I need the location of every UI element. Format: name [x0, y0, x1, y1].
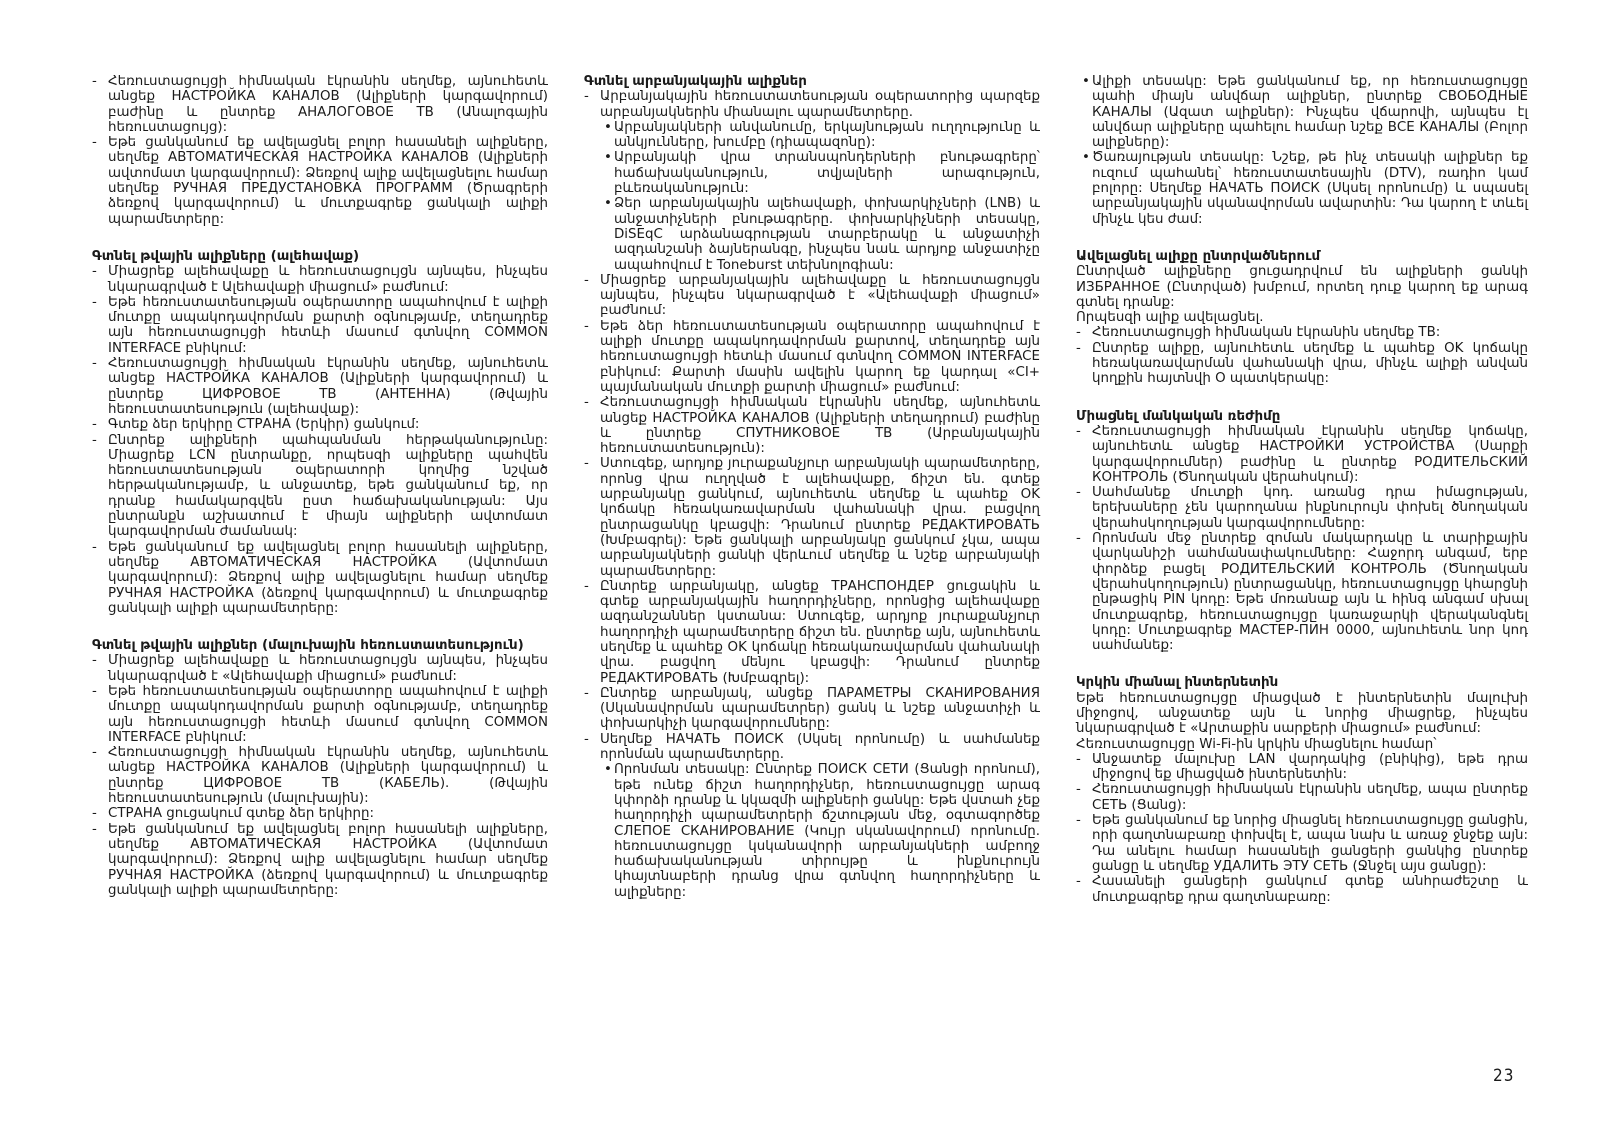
instruction-list	[1076, 752, 1528, 905]
list-item	[92, 540, 548, 616]
list-item-text: Ընտրեք արբանյակը, անցեք ТРАНСПОНДЕР ցուցակին և գտեք արբանյակային հաղորդիչները, որոնցից ալեհավաքը ազդանշաններ կստանա: Ստուգեք, արդյոք յուրաքանչյուր հաղորդիչի պարամետրերը ճիշտ են. ընտրեք այն, այնուհետև սեղմեք և պահեք OK կոճակը հեռակառավարման վահանակի վրա. բացվող մենյու կբացվի: Դրանում ընտրեք РЕДАКТИРОВАТЬ (Խմբագրել):	[600, 578, 1040, 686]
section	[1076, 74, 1528, 227]
list-item	[584, 319, 1040, 395]
column-left	[92, 74, 548, 920]
list-item-text: Հասանելի ցանցերի ցանկում գտեք անհրաժեշտը և մուտքագրեք դրա գաղտնաբառը:	[1092, 874, 1528, 905]
list-item	[1076, 531, 1528, 653]
list-item	[92, 806, 548, 821]
list-item	[1076, 424, 1528, 485]
list-item	[92, 653, 548, 684]
list-item-text: Միացրեք արբանյակային ալեհավաքը և հեռուստացույցն այնպես, ինչպես նկարագրված է «Ալեհավաքի միացում» բաժնում:	[600, 272, 1040, 319]
instruction-list	[92, 264, 548, 616]
list-item	[92, 417, 548, 432]
section-heading: Ավելացնել ալիքը ընտրվածներում	[1076, 248, 1321, 264]
instruction-list	[584, 89, 1040, 900]
list-item-text: Արբանյակային հեռուստատեսության օպերատորից պարզեք արբանյակներին միանալու պարամետրերը.	[600, 89, 1040, 120]
section-heading: Գտնել թվային ալիքները (ալեհավաք)	[92, 248, 360, 264]
page-number: 23	[1493, 1066, 1515, 1086]
list-item	[1076, 874, 1528, 905]
section	[92, 249, 548, 616]
column-middle	[584, 74, 1040, 922]
list-item	[1076, 485, 1528, 531]
list-item	[92, 356, 548, 417]
section-intro: Ընտրված ալիքները ցուցադրվում են ալիքների ցանկի ИЗБРАННОЕ (Ընտրված) խմբում, որտեղ դուք կարող եք արագ գտնել դրանք: Որպեսզի ալիք ավելացնել.	[1076, 264, 1528, 326]
bullet-item: • Ծառայության տեսակը: Նշեք, թե ինչ տեսակի ալիքներ եք ուզում պահանել՝ հեռուստատեսային (DTV), ռադիո կամ բոլորը: Սեղմեք НАЧАТЬ ПОИСК (Սկսել որոնումը) և սպասել արբանյակային սկանավորման ավարտին: Դա կարող է տևել մինչև կես ժամ:	[1076, 150, 1528, 226]
list-item-text: Եթե ցանկանում եք ավելացնել բոլոր հասանելի ալիքները, սեղմեք АВТОМАТИЧЕСКАЯ НАСТРОЙКА (Ավտոմատ կարգավորում): Ձեռքով ալիք ավելացնելու համար սեղմեք РУЧНАЯ НАСТРОЙКА (ձեռքով կարգավորում) և մուտքագրեք ցանկալի ալիքի պարամետրերը:	[108, 539, 548, 616]
section-intro: Եթե հեռուստացույցը միացված է ինտերնետին մալուխի միջոցով, անջատեք այն և նորից միացրեք, ինչպես նկարագրված է «Արտաքին սարքերի միացում» բաժնում: Հեռուստացույցը Wi-Fi-ին կրկին միացնելու համար՝	[1076, 690, 1528, 752]
list-item	[584, 89, 1040, 273]
list-item-text: СТРАНА ցուցակում գտեք ձեր երկիրը:	[108, 806, 375, 822]
list-item-text: Հեռուստացույցի հիմնական էկրանին սեղմեք, ապա ընտրեք СЕТЬ (Ցանց):	[1092, 782, 1528, 813]
list-item	[1076, 813, 1528, 874]
list-item-text: Հեռուստացույցի հիմնական էկրանին սեղմեք, այնուհետև անցեք НАСТРОЙКА КАНАЛОВ (Ալիքների կարգավորում) բաժինը և ընտրեք АНАЛОГОВОЕ ТВ (Անալոգային հեռուստացույց):	[108, 74, 548, 135]
list-item	[584, 395, 1040, 456]
list-item	[584, 686, 1040, 732]
bullet-item: • Որոնման տեսակը: Ընտրեք ПОИСК СЕТИ (Ցանցի որոնում), եթե ունեք ճիշտ հաղորդիչներ, հեռուստացույցը արագ կփորձի դրանք և կկազմի ալիքների ցանկը: Եթե վստահ չեք հաղորդիչի պարամետրերի ճշտության մեջ, օգտագործեք СЛЕПОЕ СКАНИРОВАНИЕ (Կույր սկանավորում) որոնումը. հեռուստացույցը կսկանավորի արբանյակների ամբողջ հաճախականության տիրույթը և ինքնուրույն կհայտնաբերի դրանց վրա գտնվող հաղորդիչները և ալիքները:	[598, 762, 1040, 900]
section	[1076, 675, 1528, 904]
list-item-text: Եթե ձեր հեռուստատեսության օպերատորը ապահովում է ալիքի մուտքը ապակոդավորման քարտով, տեղադրեք այն հեռուստացույցի հետևի մասում գտնվող COMMON INTERFACE բնիկում: Քարտի մասին ավելին կարող եք կարդալ «CI+ պայմանական մուտքի քարտի միացում» բաժնում:	[600, 318, 1040, 395]
list-item-text: Հեռուստացույցի հիմնական էկրանին սեղմեք, այնուհետև անցեք НАСТРОЙКА КАНАЛОВ (Ալիքների տեղադրում) բաժինը և ընտրեք СПУТНИКОВОЕ ТВ (Արբանյակային հեռուստատեսություն):	[600, 395, 1040, 457]
list-item	[92, 684, 548, 745]
list-item-text: Միացրեք ալեհավաքը և հեռուստացույցն այնպես, ինչպես նկարագրված է «Ալեհավաքի միացում» բաժնում:	[108, 653, 548, 684]
section	[92, 74, 548, 227]
list-item-text: Հեռուստացույցի հիմնական էկրանին սեղմեք, այնուհետև անցեք НАСТРОЙКА КАНАЛОВ (Ալիքների կարգավորում) և ընտրեք ЦИФРОВОЕ ТВ (АНТЕННА) (Թվային հեռուստատեսություն (ալեհավաք):	[108, 356, 548, 417]
list-item-text: Եթե հեռուստատեսության օպերատորը ապահովում է ալիքի մուտքը ապակոդավորման քարտի օգնությամբ, տեղադրեք այն հեռուստացույցի հետևի մասում գտնվող COMMON INTERFACE բնիկում:	[108, 683, 548, 745]
list-item	[584, 579, 1040, 686]
instruction-list	[1076, 424, 1528, 653]
section	[1076, 409, 1528, 654]
list-item	[1076, 341, 1528, 387]
list-item-text: Ընտրեք ալիքը, այնուհետև սեղմեք և պահեք OK կոճակը հեռակառավարման վահանակի վրա, մինչև ալիքի անվան կողքին հայտնվի O պատկերակը:	[1092, 340, 1528, 387]
section-heading: Կրկին միանալ ինտերնետին	[1076, 675, 1279, 691]
list-item-text: Եթե հեռուստատեսության օպերատորը ապահովում է ալիքի մուտքը ապակոդավորման քարտի օգնությամբ, տեղադրեք այն հեռուստացույցի հետևի մասում գտնվող COMMON INTERFACE բնիկում:	[108, 294, 548, 356]
list-item	[92, 433, 548, 540]
list-item	[1076, 782, 1528, 813]
list-item	[584, 273, 1040, 319]
section	[584, 74, 1040, 900]
bullet-item: • Ձեր արբանյակային ալեհավաքի, փոխարկիչների (LNB) և անջատիչների բնութագրերը. փոխարկիչների տեսակը, DiSEqC արձանագրության տարբերակը և անջատիչի ազդանշանի ձայներանգը, ինչպես նաև արդյոք անջատիչը ապահովում է Toneburst տեխնոլոգիան:	[598, 196, 1040, 272]
list-item-text: Հեռուստացույցի հիմնական էկրանին սեղմեք, այնուհետև անցեք НАСТРОЙКА КАНАЛОВ (Ալիքների կարգավորում) և ընտրեք ЦИФРОВОЕ ТВ (КАБЕЛЬ). (Թվային հեռուստատեսություն (մալուխային):	[108, 745, 548, 807]
list-item-text: Եթե ցանկանում եք ավելացնել բոլոր հասանելի ալիքները, սեղմեք АВТОМАТИЧЕСКАЯ НАСТРОЙКА КАНАЛОВ (Ալիքների ավտոմատ կարգավորում): Ձեռքով ալիք ավելացնելու համար սեղմեք РУЧНАЯ ПРЕДУСТАНОВКА ПРОГРАММ (Ծրագրերի ձեռքով կարգավորում) և մուտքագրեք ցանկալի ալիքի պարամետրերը:	[108, 135, 548, 227]
bullet-item: • Արբանյակների անվանումը, երկայնության ուղղությունը և անկյունները, խումբը (դիապազոնը):	[598, 120, 1040, 151]
list-item	[92, 745, 548, 806]
list-item-text: Անջատեք մալուխը LAN վարդակից (բնիկից), եթե դրա միջոցով եք միացված ինտերնետին:	[1092, 751, 1528, 783]
list-item-text: Ընտրեք արբանյակ, անցեք ПАРАМЕТРЫ СКАНИРОВАНИЯ (Սկանավորման պարամետրեր) ցանկ և նշեք անջատիչի և փոխարկիչի կարգավորումները:	[600, 685, 1040, 732]
list-item-text: Միացրեք ալեհավաքը և հեռուստացույցն այնպես, ինչպես նկարագրված է Ալեհավաքի միացում» բաժնում:	[108, 264, 548, 295]
list-item	[92, 822, 548, 898]
column-right	[1076, 74, 1528, 927]
instruction-list	[92, 653, 548, 898]
list-item-text: Գտեք ձեր երկիրը СТРАНА (Երկիր) ցանկում:	[108, 417, 420, 433]
list-item	[584, 456, 1040, 578]
section-heading: Գտնել արբանյակային ալիքներ	[584, 74, 807, 89]
bullet-list	[598, 762, 1040, 900]
section-heading: Միացնել մանկական ռեժիմը	[1076, 408, 1281, 424]
list-item	[92, 135, 548, 227]
list-item	[92, 74, 548, 135]
bullet-item: • Արբանյակի վրա տրանսպոնդերների բնութագրերը՝ հաճախականություն, տվյալների արագություն, բևեռականություն:	[598, 150, 1040, 196]
bullet-list	[598, 120, 1040, 273]
list-item-text: Որոնման մեջ ընտրեք զոման մակարդակը և տարիքային վարկանիշի սահմանափակումները: Հաջորդ անգամ, երբ փորձեք բացել РОДИТЕЛЬСКИЙ КОНТРОЛЬ (Ծնողական վերահսկողություն) ընտրացանկը, հեռուստացույցը կհարցնի ընթացիկ PIN կոդը: Եթե մոռանաք այն և հինգ անգամ սխալ մուտքագրեք, հեռուստացույցը կառաջարկի վերականգնել կոդը: Մուտքագրեք МАСТЕР-ПИН 0000, այնուհետև նոր կոդ սահմանեք:	[1092, 531, 1528, 654]
list-item	[92, 295, 548, 356]
list-item-text: Ստուգեք, արդյոք յուրաքանչյուր արբանյակի պարամետրերը, որոնց վրա ուղղված է ալեհավաքը, ճիշտ են. գտեք արբանյակը ցանկում, այնուհետև սեղմեք և պահեք OK կոճակը հեռակառավարման վահանակի վրա. բացվող ընտրացանկը կբացվի: Դրանում ընտրեք РЕДАКТИРОВАТЬ (Խմբագրել): Եթե ցանկալի արբանյակը ցանկում չկա, ապա արբանյակների ցանկի վերևում սեղմեք և նշեք արբանյակի պարամետրերը:	[600, 456, 1040, 579]
list-item	[584, 732, 1040, 900]
list-item-text: Եթե ցանկանում եք ավելացնել բոլոր հասանելի ալիքները, սեղմեք АВТОМАТИЧЕСКАЯ НАСТРОЙКА (Ավտոմատ կարգավորում): Ձեռքով ալիք ավելացնելու համար սեղմեք РУЧНАЯ НАСТРОЙКА (ձեռքով կարգավորում) և մուտքագրեք ցանկալի ալիքի պարամետրերը:	[108, 821, 548, 898]
list-item	[1076, 752, 1528, 783]
list-item-text: Ընտրեք ալիքների պահպանման հերթականությունը: Միացրեք LCN ընտրանքը, որպեսզի ալիքները պահվեն հեռուստատեսության օպերատորի կողմից նշված հերթականությամբ, և անջատեք, եթե ցանկանում եք, որ դրանք համակարգվեն ըստ հաճախականության: Այս ընտրանքն աշխատում է միայն ալիքների ավտոմատ կարգավորման ժամանակ:	[108, 432, 548, 540]
section	[1076, 249, 1528, 387]
list-item-text: Հեռուստացույցի հիմնական էկրանին սեղմեք ТВ:	[1092, 325, 1441, 341]
instruction-list	[1076, 325, 1528, 386]
list-item-text: Հեռուստացույցի հիմնական էկրանին սեղմեք կոճակը, այնուհետև անցեք НАСТРОЙКИ УСТРОЙСТВА (Սարքի կարգավորումներ) բաժինը և ընտրեք РОДИТЕЛЬСКИЙ КОНТРОЛЬ (Ծնողական վերահսկում):	[1092, 423, 1528, 485]
instruction-list	[92, 74, 548, 227]
bullet-item: • Ալիքի տեսակը: Եթե ցանկանում եք, որ հեռուստացույցը պահի միայն անվճար ալիքներ, ընտրեք СВОБОДНЫЕ КАНАЛЫ (Ազատ ալիքներ): Ինչպես վճարովի, այնպես էլ անվճար ալիքները պահելու համար նշեք ВСЕ КАНАЛЫ (Բոլոր ալիքները):	[1076, 74, 1528, 150]
section	[92, 638, 548, 898]
list-item	[1076, 325, 1528, 340]
list-item-text: Եթե ցանկանում եք նորից միացնել հեռուստացույցը ցանցին, որի գաղտնաբառը փոխվել է, ապա նախ և առաջ ջնջեք այն: Դա անելու համար հասանելի ցանցերի ցանկից ընտրեք ցանցը և սեղմեք УДАЛИТЬ ЭТУ СЕТЬ (Ջնջել այս ցանցը):	[1092, 813, 1528, 874]
bullet-list	[1076, 74, 1528, 227]
list-item-text: Սահմանեք մուտքի կոդ. առանց դրա իմացության, երեխաները չեն կարողանա ինքնուրույն փոխել ծնողական վերահսկողության կարգավորումները:	[1092, 485, 1528, 531]
list-item	[92, 264, 548, 295]
section-heading: Գտնել թվային ալիքներ (մալուխային հեռուստատեսություն)	[92, 638, 524, 654]
list-item-text: Սեղմեք НАЧАТЬ ПОИСК (Սկսել որոնումը) և սահմանեք որոնման պարամետրերը.	[600, 731, 1040, 763]
